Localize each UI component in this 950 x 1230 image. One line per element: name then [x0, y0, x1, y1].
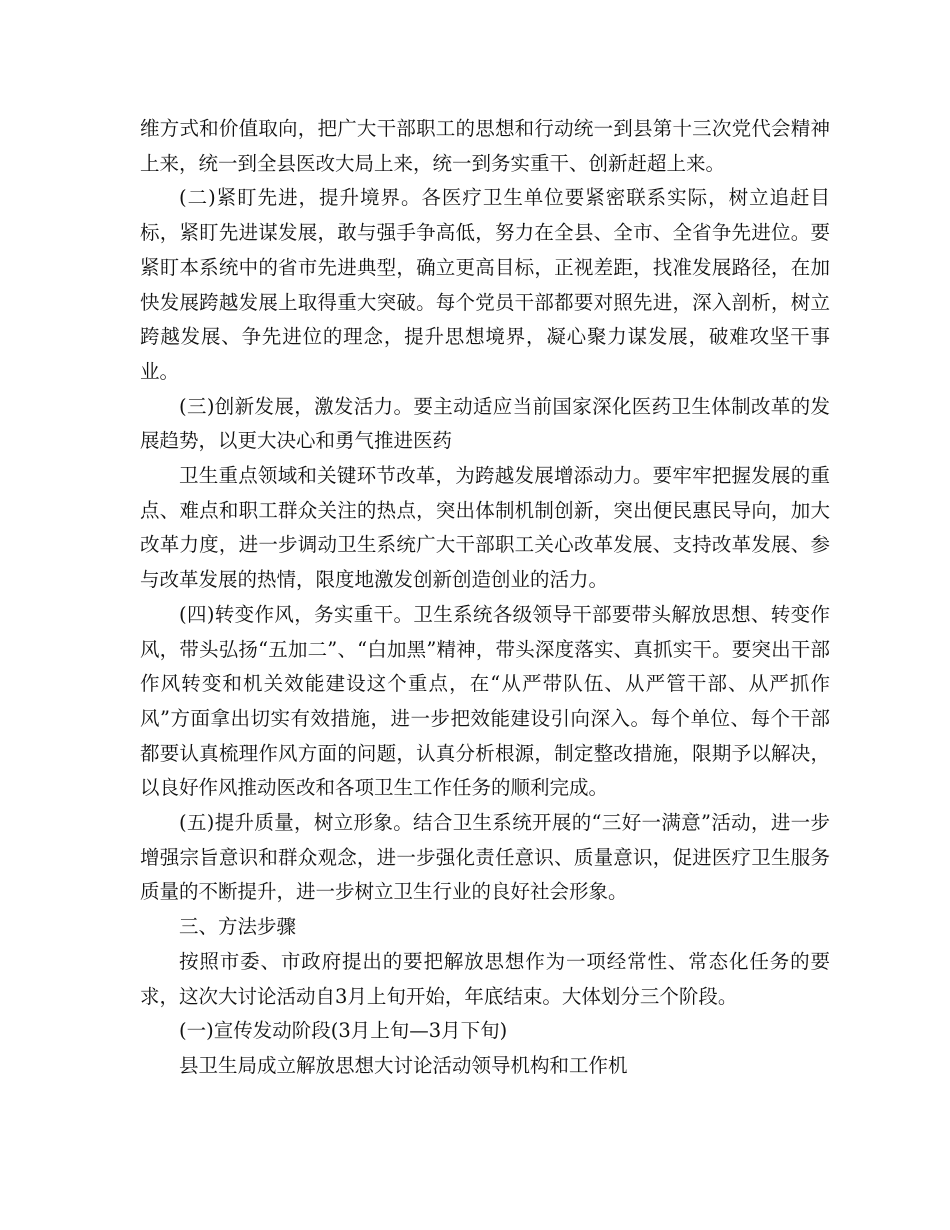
heading-method-steps: 三、方法步骤 [179, 915, 297, 939]
paragraph-section-4: (四)转变作风，务实重干。卫生系统各级领导干部要带头解放思想、转变作风，带头弘扬“五加二”、“白加黑”精神，带头深度落实、真抓实干。要突出干部作风转变和机关效能建设这个重点，在“从严带队伍、从严管干部、从严抓作风”方面拿出切实有效措施，进一步把效能建设引向深入。每个单位、每个干部都要认真梳理作风方面的问题，认真分析根源，制定整改措施，限期予以解决，以良好作风推动医改和各项卫生工作任务的顺利完成。 [140, 602, 830, 800]
paragraph-section-3: (三)创新发展，激发活力。要主动适应当前国家深化医药卫生体制改革的发展趋势，以更大决心和勇气推进医药 [140, 394, 830, 453]
paragraph-stage-1: 县卫生局成立解放思想大讨论活动领导机构和工作机 [179, 1053, 628, 1077]
paragraph-method-intro: 按照市委、市政府提出的要把解放思想作为一项经常性、常态化任务的要求，这次大讨论活动自3月上旬开始，年底结束。大体划分三个阶段。 [140, 949, 830, 1008]
document-body [140, 112, 830, 1084]
paragraph-section-2: (二)紧盯先进，提升境界。各医疗卫生单位要紧密联系实际，树立追赶目标，紧盯先进谋发展，敢与强手争高低，努力在全县、全市、全省争先进位。要紧盯本系统中的省市先进典型，确立更高目标，正视差距，找准发展路径，在加快发展跨越发展上取得重大突破。每个党员干部都要对照先进，深入剖析，树立跨越发展、争先进位的理念，提升思想境界，凝心聚力谋发展，破难攻坚干事业。 [140, 186, 830, 383]
subheading-stage-1: (一)宣传发动阶段(3月上旬—3月下旬) [179, 1019, 508, 1043]
paragraph-section-5: (五)提升质量，树立形象。结合卫生系统开展的“三好一满意”活动，进一步增强宗旨意识和群众观念，进一步强化责任意识、质量意识，促进医疗卫生服务质量的不断提升，进一步树立卫生行业的良好社会形象。 [140, 811, 830, 904]
paragraph-section-3-continued: 卫生重点领域和关键环节改革，为跨越发展增添动力。要牢牢把握发展的重点、难点和职工群众关注的热点，突出体制机制创新，突出便民惠民导向，加大改革力度，进一步调动卫生系统广大干部职工关心改革发展、支持改革发展、参与改革发展的热情，限度地激发创新创造创业的活力。 [140, 464, 830, 592]
paragraph-continuation: 维方式和价值取向，把广大干部职工的思想和行动统一到县第十三次党代会精神上来，统一到全县医改大局上来，统一到务实重干、创新赶超上来。 [140, 117, 830, 175]
